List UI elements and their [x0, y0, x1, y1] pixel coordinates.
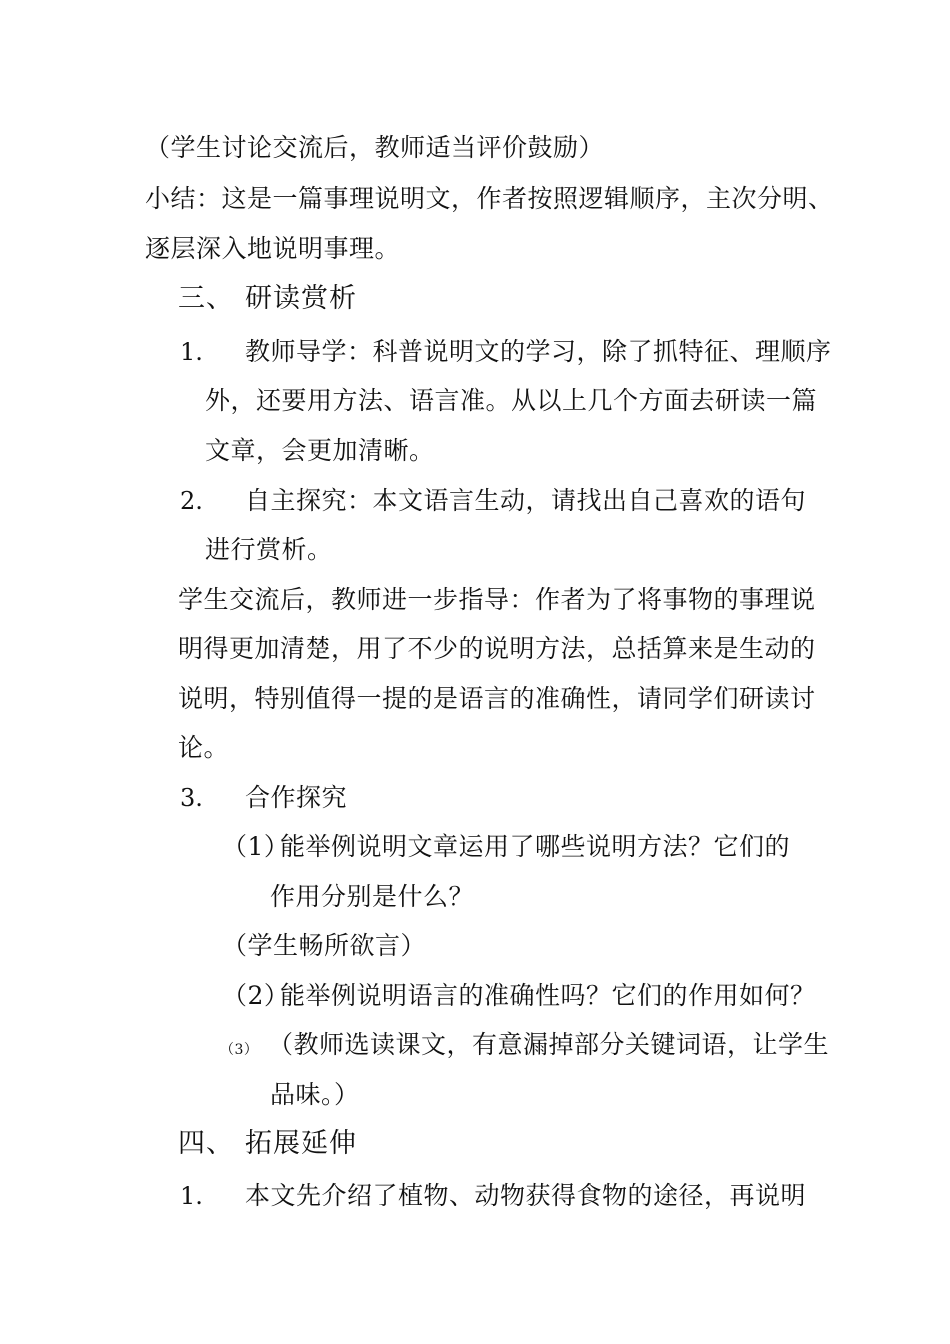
text-line: （教师选读课文，有意漏掉部分关键词语，让学生 — [268, 1030, 830, 1059]
text-line: 进行赏析。 — [205, 535, 333, 564]
list-number: 3. — [180, 784, 203, 812]
text-line: 能举例说明语言的准确性吗？它们的作用如何？ — [280, 981, 816, 1010]
list-number: 2. — [180, 487, 203, 515]
section-heading: 拓展延伸 — [245, 1128, 357, 1159]
section-number: 四、 — [178, 1128, 234, 1159]
text-line: 合作探究 — [245, 783, 348, 812]
text-line: 自主探究：本文语言生动，请找出自己喜欢的语句 — [245, 486, 807, 515]
text-line: 明得更加清楚，用了不少的说明方法，总括算来是生动的 — [178, 634, 816, 663]
text-line: 品味。） — [270, 1080, 360, 1109]
text-line: 学生交流后，教师进一步指导：作者为了将事物的事理说 — [178, 585, 816, 614]
text-line: 外，还要用方法、语言准。从以上几个方面去研读一篇 — [205, 386, 818, 415]
text-line: 小结：这是一篇事理说明文，作者按照逻辑顺序，主次分明、 — [145, 184, 834, 213]
sub-number: （1） — [222, 832, 290, 861]
text-line: （学生讨论交流后，教师适当评价鼓励） — [145, 133, 605, 162]
text-line: 本文先介绍了植物、动物获得食物的途径，再说明 — [245, 1181, 807, 1210]
text-line: 说明，特别值得一提的是语言的准确性，请同学们研读讨 — [178, 684, 816, 713]
sub-number: （2） — [222, 981, 290, 1010]
text-line: （学生畅所欲言） — [222, 931, 427, 960]
section-heading: 研读赏析 — [245, 283, 357, 314]
list-number: 1. — [180, 338, 203, 366]
list-number: 1. — [180, 1182, 203, 1210]
text-line: 能举例说明文章运用了哪些说明方法？它们的 — [280, 832, 791, 861]
text-line: 文章，会更加清晰。 — [205, 436, 435, 465]
section-number: 三、 — [178, 283, 234, 314]
sub-number: （3） — [220, 1042, 259, 1058]
text-line: 作用分别是什么？ — [270, 882, 475, 911]
text-line: 教师导学：科普说明文的学习，除了抓特征、理顺序 — [245, 337, 832, 366]
text-line: 论。 — [178, 733, 230, 762]
text-line: 逐层深入地说明事理。 — [145, 234, 401, 263]
